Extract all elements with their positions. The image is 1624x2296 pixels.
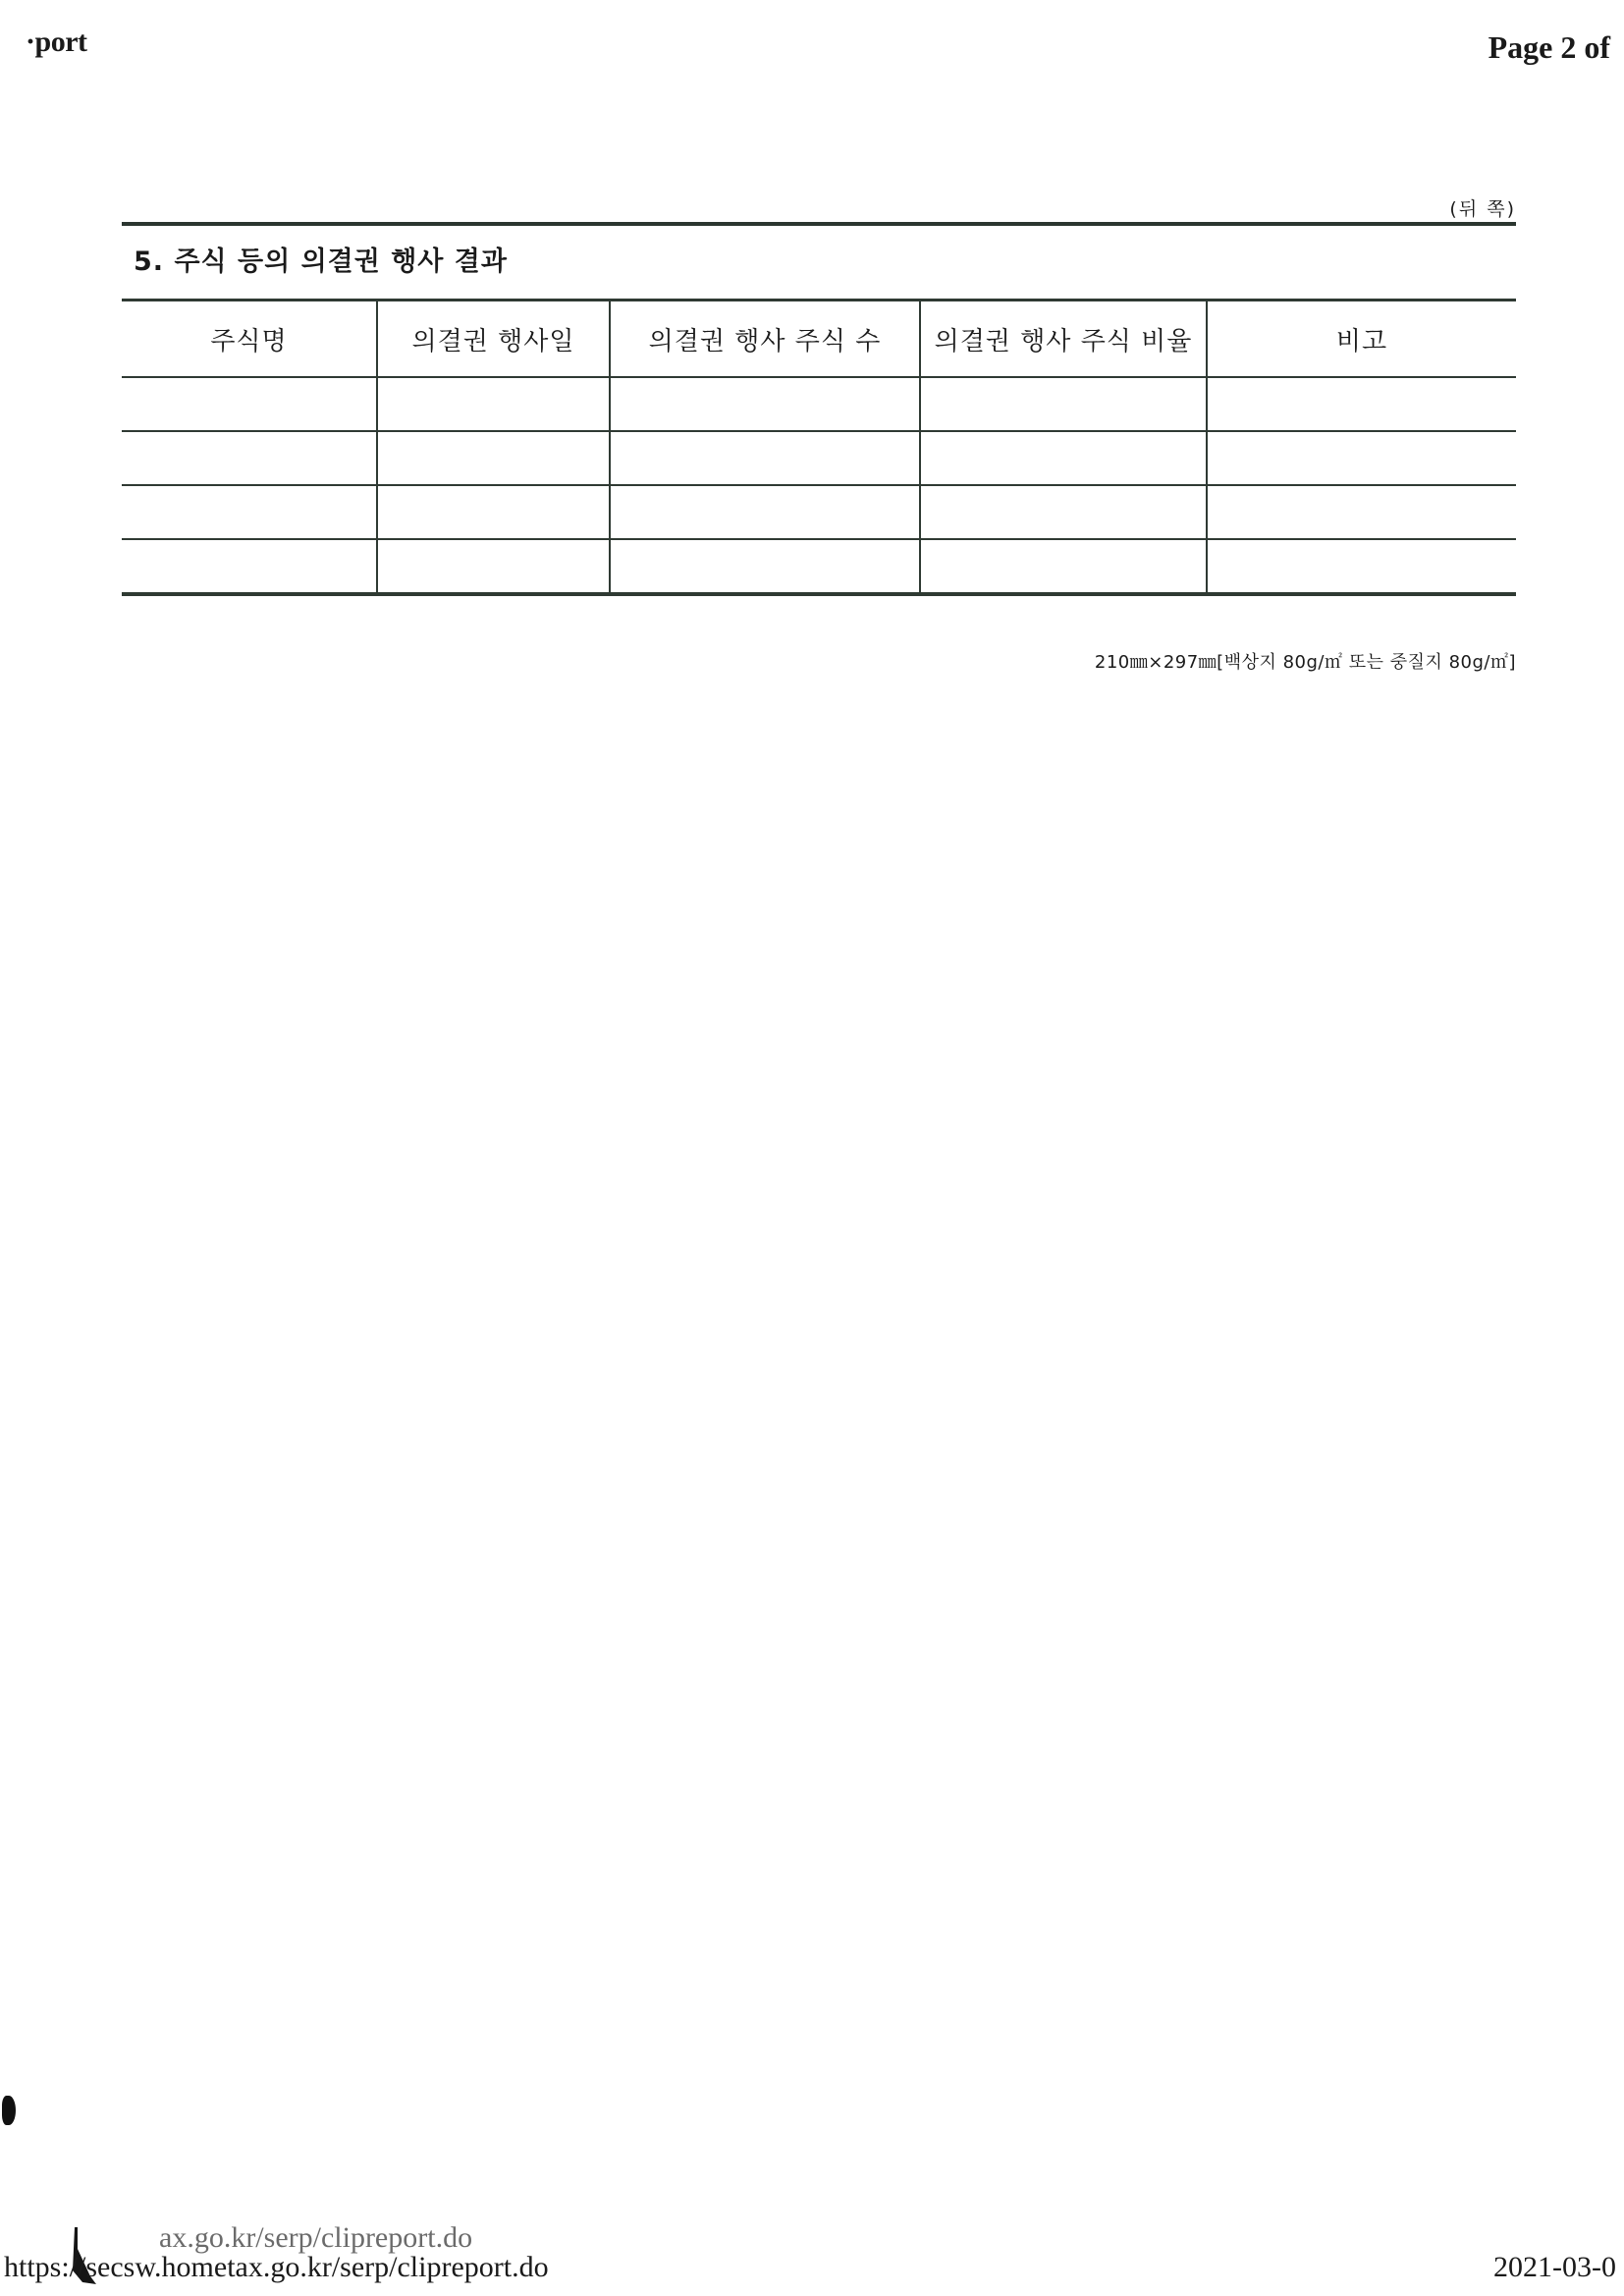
table-cell [920, 539, 1207, 594]
table-row [122, 377, 1516, 431]
table-header-row [122, 301, 1516, 378]
footer-date: 2021-03-0 [1493, 2251, 1616, 2283]
column-header-remarks: 비고 [1207, 301, 1516, 378]
table-cell [920, 485, 1207, 539]
table-cell [122, 485, 377, 539]
table-cell [122, 377, 377, 431]
voting-results-table [122, 299, 1516, 596]
back-side-label: (뒤 쪽) [1449, 198, 1516, 220]
paper-spec-note: 210㎜×297㎜[백상지 80g/㎡ 또는 중질지 80g/㎡] [1094, 652, 1516, 673]
table-cell [1207, 539, 1516, 594]
table-cell [920, 377, 1207, 431]
table-cell [377, 485, 610, 539]
header-fragment-text: ·port [26, 26, 87, 58]
footer-url: https://secsw.hometax.go.kr/serp/clipreport.do [4, 2251, 549, 2283]
table-cell [610, 377, 920, 431]
table-cell [122, 431, 377, 485]
table-row [122, 431, 1516, 485]
section-title: 5. 주식 등의 의결권 행사 결과 [134, 246, 508, 277]
table-row [122, 485, 1516, 539]
column-header-voted-shares: 의결권 행사 주식 수 [610, 301, 920, 378]
table-cell [1207, 431, 1516, 485]
table-cell [122, 539, 377, 594]
table-cell [377, 539, 610, 594]
column-header-vote-date: 의결권 행사일 [377, 301, 610, 378]
table-cell [610, 539, 920, 594]
table-cell [920, 431, 1207, 485]
table-cell [610, 431, 920, 485]
table-cell [377, 377, 610, 431]
top-rule-divider [122, 222, 1516, 226]
table-cell [1207, 377, 1516, 431]
column-header-voted-share-ratio: 의결권 행사 주식 비율 [920, 301, 1207, 378]
table-cell [377, 431, 610, 485]
page-number-label: Page 2 of [1488, 29, 1610, 65]
table-cell [1207, 485, 1516, 539]
footer-url-overlay: ax.go.kr/serp/clipreport.do [159, 2221, 473, 2254]
column-header-stock-name: 주식명 [122, 301, 377, 378]
table-row [122, 539, 1516, 594]
scan-artifact-mark [2, 2096, 16, 2125]
table-cell [610, 485, 920, 539]
